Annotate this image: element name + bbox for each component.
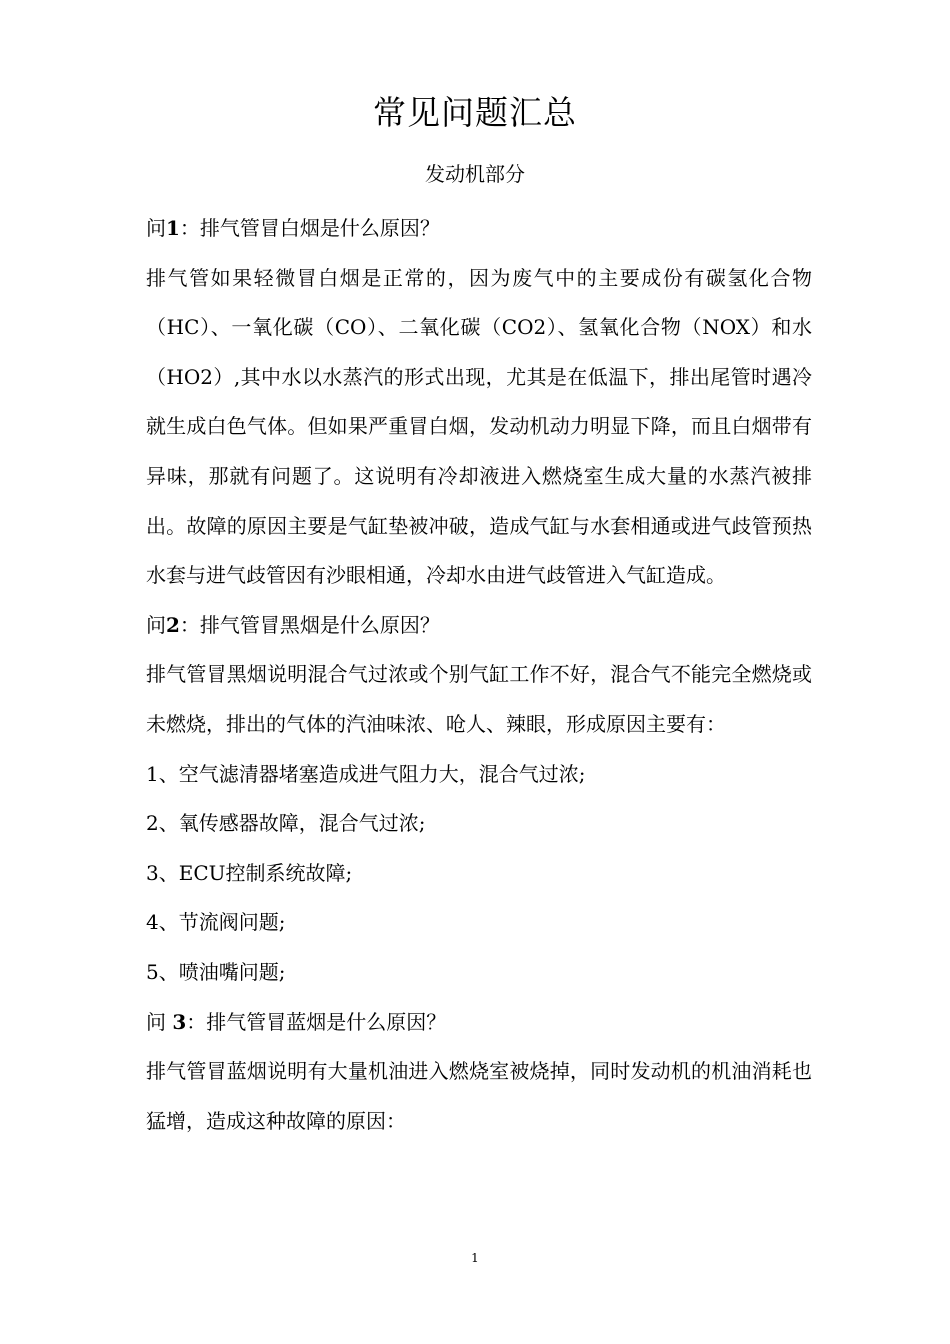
document-body (146, 204, 812, 1146)
list-item: 3、ECU控制系统故障; (146, 860, 353, 885)
question-2-number: 2 (166, 612, 180, 637)
question-3-number: 3 (172, 1009, 187, 1034)
answer-2: 排气管冒黑烟说明混合气过浓或个别气缸工作不好，混合气不能完全燃烧或未燃烧，排出的气体的汽油味浓、呛人、辣眼，形成原因主要有： (146, 662, 812, 736)
question-2-text: ：排气管冒黑烟是什么原因？ (179, 612, 440, 637)
answer-1: 排气管如果轻微冒白烟是正常的，因为废气中的主要成份有碳氢化合物（HC）、一氧化碳（CO）、二氧化碳（CO2）、氢氧化合物（NOX）和水（HO2）,其中水以水蒸汽的形式出现，尤其是在低温下，排出尾管时遇冷就生成白色气体。但如果严重冒白烟，发动机动力明显下降，而且白烟带有异味，那就有问题了。这说明有冷却液进入燃烧室生成大量的水蒸汽被排出。故障的原因主要是气缸垫被冲破，造成气缸与水套相通或进气歧管预热水套与进气歧管因有沙眼相通，冷却水由进气歧管进入气缸造成。 (146, 265, 812, 588)
question-1-text: ：排气管冒白烟是什么原因？ (179, 216, 440, 240)
question-3 (146, 998, 812, 1048)
question-3-prefix: 问 (146, 1009, 173, 1034)
answer-3: 排气管冒蓝烟说明有大量机油进入燃烧室被烧掉，同时发动机的机油消耗也猛增，造成这种故障的原因： (146, 1059, 812, 1133)
question-2-prefix: 问 (146, 612, 166, 637)
question-3-text: ：排气管冒蓝烟是什么原因？ (186, 1009, 447, 1034)
list-item: 2、氧传感器故障，混合气过浓; (146, 811, 426, 836)
list-item: 5、喷油嘴问题; (146, 959, 286, 984)
section-heading: 发动机部分 (425, 162, 525, 186)
document-title: 常见问题汇总 (373, 93, 577, 132)
page-number: 1 (471, 1251, 479, 1265)
question-1 (146, 204, 812, 254)
question-1-prefix: 问 (146, 216, 166, 240)
list-item: 4、节流阀问题; (146, 910, 286, 935)
list-item: 1、空气滤清器堵塞造成进气阻力大，混合气过浓; (146, 761, 586, 786)
question-2 (146, 601, 812, 651)
question-1-number: 1 (166, 216, 180, 240)
